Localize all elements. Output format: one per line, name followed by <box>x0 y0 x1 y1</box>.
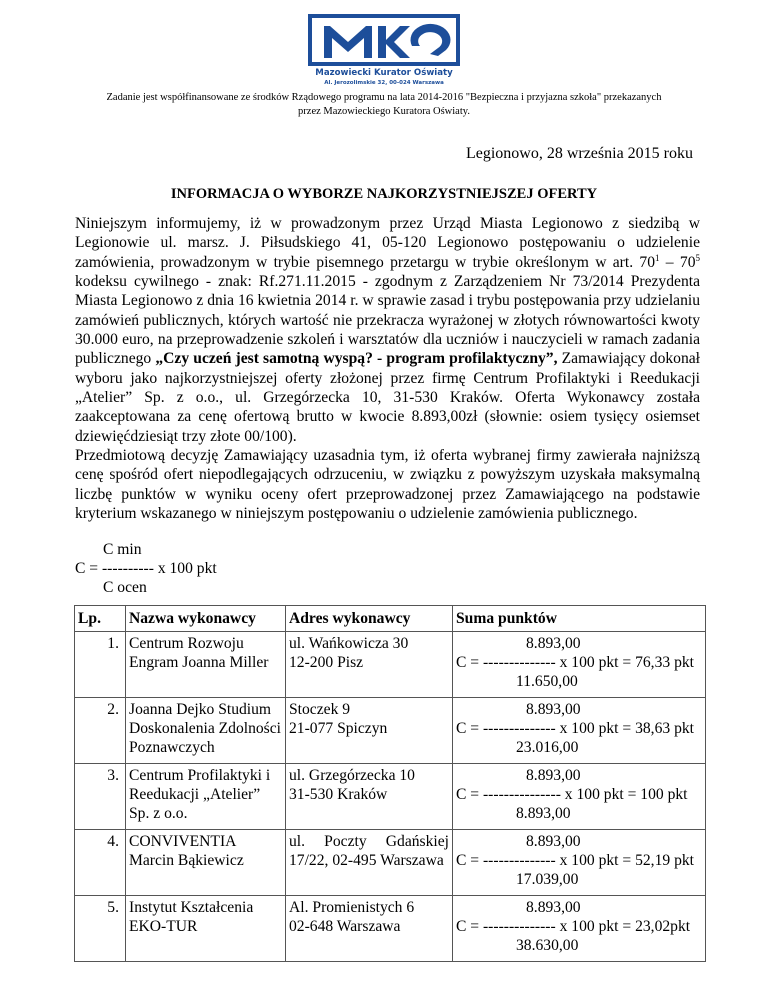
scoring-formula <box>75 540 707 597</box>
name-line: Reedukacji „Atelier” <box>129 785 261 803</box>
funding-note-line2: przez Mazowieckiego Kuratora Oświaty. <box>298 106 470 117</box>
contractor-address <box>286 829 453 895</box>
score-denominator: 23.016,00 <box>516 738 579 756</box>
header-lp: Lp. <box>75 605 126 631</box>
contractor-name <box>126 763 286 829</box>
score-numerator: 8.893,00 <box>526 634 581 652</box>
document-body <box>75 214 700 524</box>
name-line: Marcin Bąkiewicz <box>129 851 244 869</box>
formula-bottom: C ocen <box>103 578 147 596</box>
document-title: INFORMACJA O WYBORZE NAJKORZYSTNIEJSZEJ OFERTY <box>170 186 598 202</box>
formula-middle: C = ---------- x 100 pkt <box>75 559 217 577</box>
address-line: ul. Poczty Gdańskiej <box>289 832 449 850</box>
funding-note-line1: Zadanie jest współfinansowane ze środków Rządowego programu na lata 2014-2016 "Bezpieczna i przyjazna szkoła" przekazanych <box>106 92 662 103</box>
score-denominator: 8.893,00 <box>516 804 571 822</box>
name-line: Sp. z o.o. <box>129 804 188 822</box>
document-date: Legionowo, 28 września 2015 roku <box>465 145 693 162</box>
contractor-address <box>286 895 453 961</box>
task-name: „Czy uczeń jest samotną wyspą? - program profilaktyczny”, <box>155 350 558 368</box>
p1-text-c: Zamawiający dokonał wyboru jako najkorzystniejszej oferty złożonej przez firmę Centrum Profilaktyki i Reedukacji „Atelier” Sp. z o.o., ul. Grzegórzecka 10, 31-530 Kraków. Oferta Wykonawcy została zaakceptowana za cenę ofertową brutto w kwocie 8.893,00zł (słownie: osiem tysięcy osiemset dziewięćdziesiąt trzy złote 00/100). <box>75 350 701 445</box>
contractor-name <box>126 829 286 895</box>
header-name: Nazwa wykonawcy <box>126 605 286 631</box>
paragraph-1 <box>75 214 700 446</box>
name-line: Centrum Profilaktyki i <box>129 766 271 784</box>
row-lp: 4. <box>75 829 126 895</box>
score-denominator: 11.650,00 <box>516 672 578 690</box>
score-formula: C = -------------- x 100 pkt = 52,19 pkt <box>456 851 695 869</box>
row-lp: 1. <box>75 631 126 697</box>
table-row <box>75 697 706 763</box>
table-row <box>75 895 706 961</box>
score-numerator: 8.893,00 <box>526 898 581 916</box>
address-line: 31-530 Kraków <box>289 785 388 803</box>
score-cell <box>453 763 706 829</box>
formula-top: C min <box>103 540 142 558</box>
name-line: Instytut Kształcenia <box>129 898 254 916</box>
address-line: 12-200 Pisz <box>289 653 364 671</box>
score-numerator: 8.893,00 <box>526 700 581 718</box>
document-content <box>75 214 707 962</box>
score-formula: C = -------------- x 100 pkt = 38,63 pkt <box>456 719 695 737</box>
name-line: EKO-TUR <box>129 917 198 935</box>
address-line: ul. Grzegórzecka 10 <box>289 766 415 784</box>
score-cell <box>453 829 706 895</box>
name-line: Poznawczych <box>129 738 215 756</box>
score-denominator: 17.039,00 <box>516 870 579 888</box>
header-score: Suma punktów <box>453 605 706 631</box>
row-lp: 5. <box>75 895 126 961</box>
address-line: 02-648 Warszawa <box>289 917 401 935</box>
score-formula: C = -------------- x 100 pkt = 76,33 pkt <box>456 653 695 671</box>
score-denominator: 38.630,00 <box>516 936 579 954</box>
paragraph-2: Przedmiotową decyzję Zamawiający uzasadnia tym, iż oferta wybranej firmy zawierała najniższą cenę spośród ofert niepodlegających odrzuceniu, w związku z powyższym uzyskała maksymalną liczbę punktów w wyniku oceny ofert przeprowadzonej przez Zamawiającego na podstawie kryterium wskazanego w niniejszym postępowaniu o udzielenie zamówienia publicznego. <box>75 447 700 523</box>
name-line: CONVIVENTIA <box>129 832 237 850</box>
mko-logo <box>300 4 470 88</box>
p1-dash: – 70 <box>659 253 696 271</box>
score-numerator: 8.893,00 <box>526 832 581 850</box>
address-line: Stoczek 9 <box>289 700 351 718</box>
p1-text-a: Niniejszym informujemy, iż w prowadzonym przez Urząd Miasta Legionowo z siedzibą w Legionowie ul. marsz. J. Piłsudskiego 41, 05-120 Legionowo postępowaniu o udzielenie zamówienia, prowadzonym w trybie pisemnego przetargu w trybie określonym w art. 70 <box>75 215 700 271</box>
contractor-name <box>126 631 286 697</box>
score-numerator: 8.893,00 <box>526 766 581 784</box>
funding-note <box>60 91 708 119</box>
p1-text-b: kodeksu cywilnego - znak: Rf.271.11.2015 - zgodnym z Zarządzeniem Nr 73/2014 Prezydenta Miasta Legionowo z dnia 16 kwietnia 2014 r. w sprawie zasad i trybu postępowania przy udzielaniu zamówień publicznych, których wartość nie przekracza wyrażonej w złotych równowartości kwoty 30.000 euro, na przeprowadzenie szkoleń i warsztatów dla uczniów i nauczycieli w ramach zadania publicznego <box>75 273 700 368</box>
svg-text:Mazowiecki Kurator Oświaty: Mazowiecki Kurator Oświaty <box>315 68 453 78</box>
name-line: Doskonalenia Zdolności <box>129 719 282 737</box>
table-row <box>75 829 706 895</box>
row-lp: 3. <box>75 763 126 829</box>
name-line: Centrum Rozwoju <box>129 634 244 652</box>
name-line: Joanna Dejko Studium <box>129 700 272 718</box>
header-address: Adres wykonawcy <box>286 605 453 631</box>
table-row <box>75 631 706 697</box>
address-line: Al. Promienistych 6 <box>289 898 415 916</box>
contractor-address <box>286 631 453 697</box>
contractor-address <box>286 763 453 829</box>
contractor-name <box>126 697 286 763</box>
score-cell <box>453 895 706 961</box>
score-cell <box>453 697 706 763</box>
row-lp: 2. <box>75 697 126 763</box>
score-formula: C = -------------- x 100 pkt = 23,02pkt <box>456 917 691 935</box>
address-line: 17/22, 02-495 Warszawa <box>289 851 444 869</box>
offers-table <box>74 605 706 962</box>
name-line: Engram Joanna Miller <box>129 653 269 671</box>
contractor-name <box>126 895 286 961</box>
p1-sup2: 5 <box>695 252 700 263</box>
address-line: 21-077 Spiczyn <box>289 719 388 737</box>
table-header-row <box>75 605 706 631</box>
contractor-address <box>286 697 453 763</box>
table-row <box>75 763 706 829</box>
p1-sup1: 1 <box>655 252 660 263</box>
svg-text:Al. Jerozolimskie 32, 00-024 W: Al. Jerozolimskie 32, 00-024 Warszawa <box>324 80 444 86</box>
score-cell <box>453 631 706 697</box>
address-line: ul. Wańkowicza 30 <box>289 634 409 652</box>
score-formula: C = --------------- x 100 pkt = 100 pkt <box>456 785 688 803</box>
